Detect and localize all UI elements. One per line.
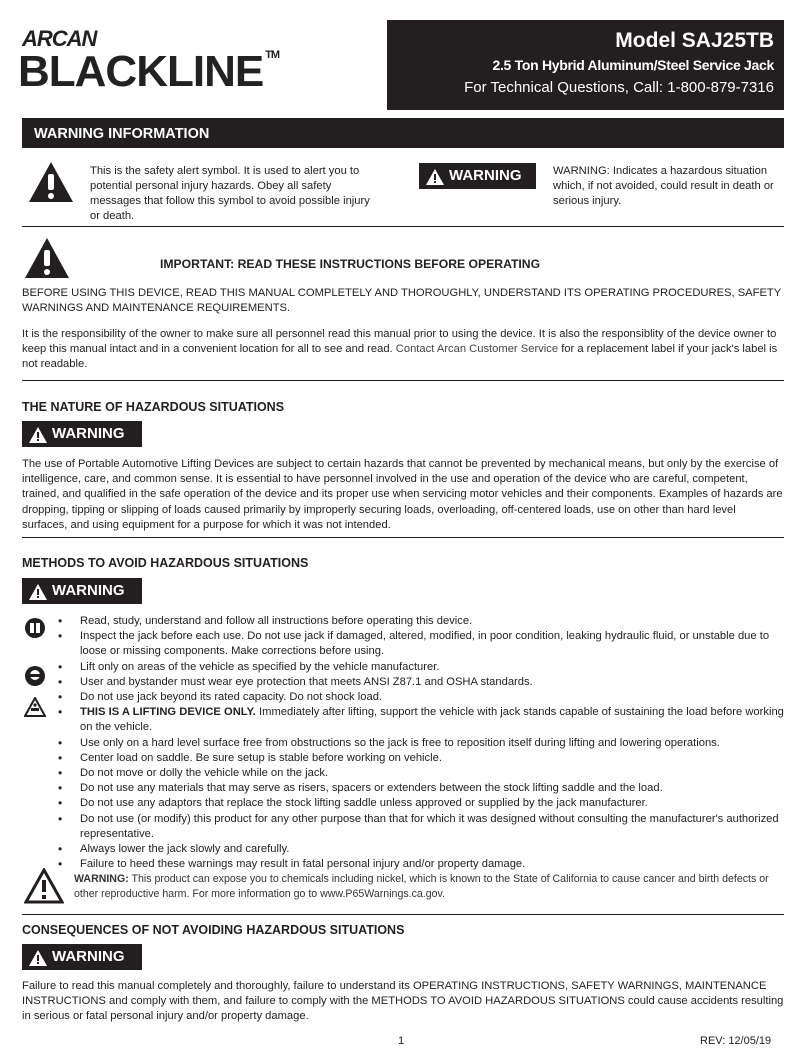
responsibility-paragraph bbox=[22, 327, 784, 373]
warning-badge-label: WARNING bbox=[449, 167, 522, 184]
warning-badge bbox=[22, 578, 142, 604]
read-manual-icon bbox=[24, 617, 46, 639]
list-item: • Always lower the jack slowly and carefully. bbox=[52, 842, 786, 857]
prop65-warning-icon bbox=[24, 868, 64, 904]
list-item: • Do not use any adaptors that replace the stock lifting saddle unless approved or supplied by the jack manufacturer. bbox=[52, 796, 786, 811]
warning-badge-label: WARNING bbox=[52, 425, 125, 442]
nature-heading: THE NATURE OF HAZARDOUS SITUATIONS bbox=[22, 400, 285, 414]
list-item: • Do not move or dolly the vehicle while on the jack. bbox=[52, 766, 786, 781]
prop65-text: This product can expose you to chemicals including nickel, which is known to the State of California to cause cancer and birth defects or other reproductive harm. For more information go to www.P65Warnings.ca.gov. bbox=[74, 873, 769, 900]
warning-badge bbox=[419, 163, 536, 189]
consequences-text: Failure to read this manual completely and thoroughly, failure to understand its OPERATING INSTRUCTIONS, SAFETY WARNINGS, MAINTENANCE INSTRUCTIONS and comply with them, and failure to comply with the METHODS TO AVOID HAZARDOUS SITUATIONS could cause accidents resulting in serious or fatal personal injury and/or property damage. bbox=[22, 980, 784, 1023]
responsibility-text-end: for a replacement label if your jack's label is not readable. bbox=[22, 343, 778, 371]
consequences-heading: CONSEQUENCES OF NOT AVOIDING HAZARDOUS SITUATIONS bbox=[22, 923, 405, 937]
customer-service-link[interactable]: Contact Arcan Customer Service bbox=[395, 343, 559, 356]
prop65-warning bbox=[74, 872, 774, 902]
important-paragraph: BEFORE USING THIS DEVICE, READ THIS MANUAL COMPLETELY AND THOROUGHLY, UNDERSTAND ITS OPERATING PROCEDURES, SAFETY WARNINGS AND MAINTENANCE REQUIREMENTS. bbox=[22, 287, 782, 315]
list-item: • Lift only on areas of the vehicle as specified by the vehicle manufacturer. bbox=[52, 660, 786, 675]
trademark-mark: TM bbox=[265, 49, 280, 61]
warning-triangle-icon bbox=[28, 583, 48, 601]
warning-badge bbox=[22, 421, 142, 447]
nature-text: The use of Portable Automotive Lifting Devices are subject to certain hazards that cannot be prevented by mechanical means, but only by the exercise of intelligence, care, and common sense. It is essential to have personnel involved in the use and operation of the device who are careful, competent, trained, and qualified in the safe operation of the device and its proper use when servicing motor vehicles and their components. Examples of hazards are dropping, tipping or slipping of loads caused primarily by improperly securing loads, overloading, off-centered loads, use on other than hard level surfaces, and using equipment for a purpose for which it was not intended. bbox=[22, 458, 783, 531]
blackline-wordmark: BLACKLINE bbox=[18, 47, 264, 96]
lifting-device-bold: THIS IS A LIFTING DEVICE ONLY. bbox=[80, 706, 256, 719]
warning-triangle-icon bbox=[425, 168, 445, 186]
warning-triangle-icon bbox=[28, 426, 48, 444]
warning-badge-label: WARNING bbox=[52, 948, 125, 965]
list-item: • Center load on saddle. Be sure setup is stable before working on vehicle. bbox=[52, 751, 786, 766]
list-item: • Do not use any materials that may serve as risers, spacers or extenders between the stock lifting saddle and the load. bbox=[52, 781, 786, 796]
safety-alert-icon bbox=[27, 160, 75, 204]
blackline-logo bbox=[18, 47, 280, 96]
methods-heading: METHODS TO AVOID HAZARDOUS SITUATIONS bbox=[22, 556, 309, 570]
model-header bbox=[387, 20, 784, 110]
list-item: • Failure to heed these warnings may result in fatal personal injury and/or property damage. bbox=[52, 857, 786, 872]
list-item: • User and bystander must wear eye protection that meets ANSI Z87.1 and OSHA standards. bbox=[52, 675, 786, 690]
divider bbox=[22, 226, 784, 227]
crush-hazard-icon bbox=[24, 697, 46, 717]
list-item: • Do not use jack beyond its rated capacity. Do not shock load. bbox=[52, 690, 786, 705]
divider bbox=[22, 914, 784, 915]
revision-date: REV: 12/05/19 bbox=[700, 1035, 772, 1047]
list-item: • Inspect the jack before each use. Do not use jack if damaged, altered, modified, in poor condition, leaking hydraulic fluid, or unstable due to loose or missing components. Make corrections before using. bbox=[52, 629, 786, 659]
list-item-text: Immediately after lifting, support the vehicle with jack stands capable of sustaining the load before working on the vehicle. bbox=[80, 706, 784, 734]
product-name: 2.5 Ton Hybrid Aluminum/Steel Service Jack bbox=[492, 57, 774, 73]
arcan-logo: ARCAN bbox=[22, 26, 97, 51]
list-item bbox=[52, 705, 786, 735]
safety-alert-icon bbox=[23, 236, 71, 280]
divider bbox=[22, 380, 784, 381]
methods-list bbox=[52, 614, 786, 872]
page-number: 1 bbox=[398, 1035, 405, 1047]
list-item: • Read, study, understand and follow all instructions before operating this device. bbox=[52, 614, 786, 629]
warning-information-bar: WARNING INFORMATION bbox=[22, 118, 784, 148]
model-number: Model SAJ25TB bbox=[615, 29, 774, 52]
eye-protection-icon bbox=[24, 665, 46, 687]
list-item: • Do not use (or modify) this product for any other purpose than that for which it was designed without consulting the manufacturer's authorized representative. bbox=[52, 812, 786, 842]
tech-phone: For Technical Questions, Call: 1-800-879-7316 bbox=[464, 79, 774, 96]
important-heading: IMPORTANT: READ THESE INSTRUCTIONS BEFORE OPERATING bbox=[160, 257, 541, 271]
warning-triangle-icon bbox=[28, 949, 48, 967]
divider bbox=[22, 537, 784, 538]
safety-symbol-text: This is the safety alert symbol. It is used to alert you to potential personal injury hazards. Obey all safety messages that follow this symbol to avoid possible injury or death. bbox=[90, 165, 370, 222]
list-item: • Use only on a hard level surface free from obstructions so the jack is free to reposition itself during lifting and lowering operations. bbox=[52, 736, 786, 751]
warning-badge-label: WARNING bbox=[52, 582, 125, 599]
responsibility-text: It is the responsibility of the owner to make sure all personnel read this manual prior to using the device. It is also the responsiblity of the device owner to keep this manual intact and in a convenient location for all to see and read. bbox=[22, 328, 777, 356]
warning-definition-text: WARNING: Indicates a hazardous situation which, if not avoided, could result in death or serious injury. bbox=[553, 165, 774, 207]
warning-badge bbox=[22, 944, 142, 970]
prop65-label: WARNING: bbox=[74, 873, 129, 885]
